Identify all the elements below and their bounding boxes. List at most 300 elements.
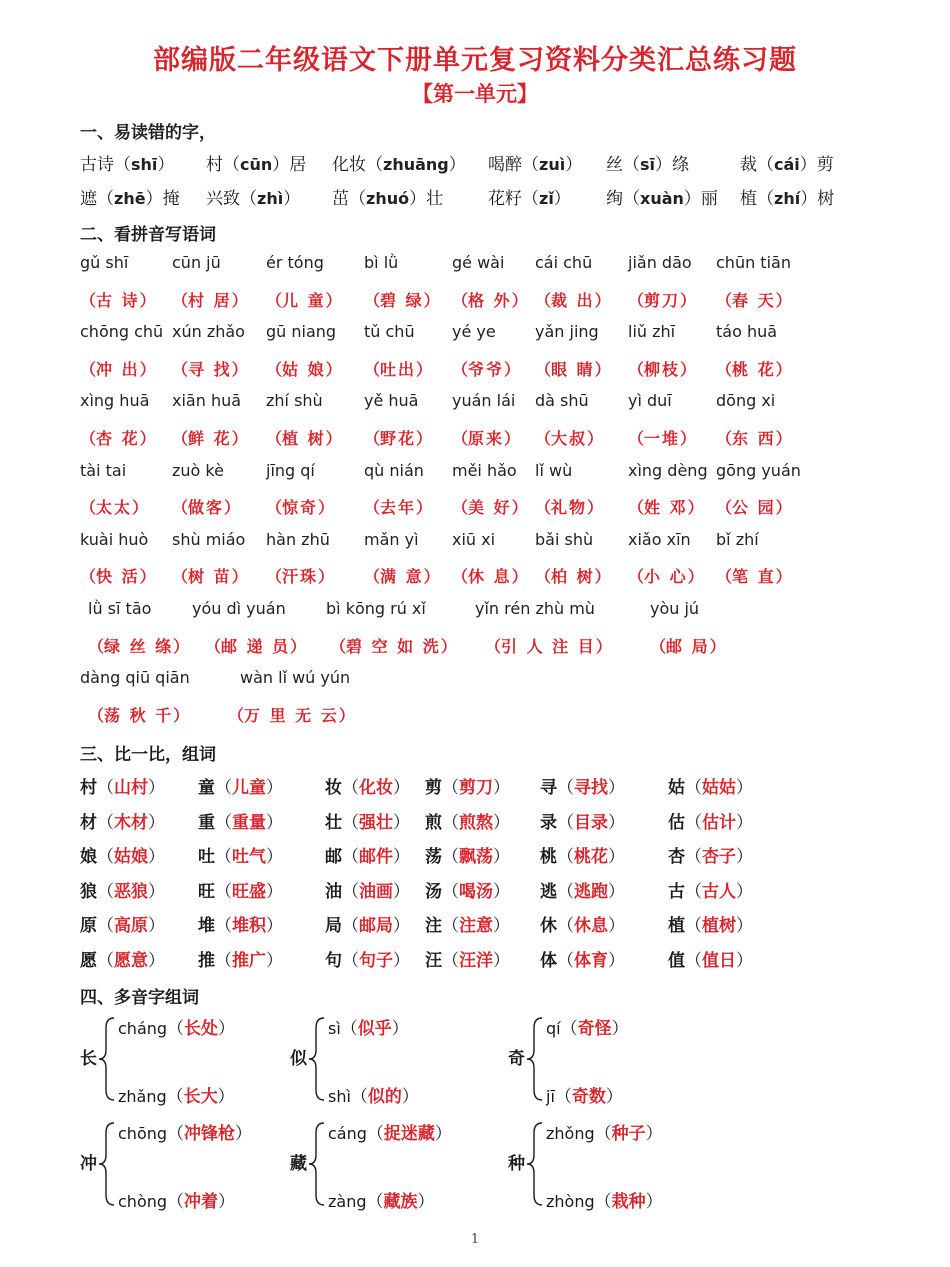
s2-answer-word: 儿 童 (282, 290, 326, 310)
s2-paren-close: ） (325, 429, 342, 448)
s1-paren-close: ） (553, 189, 571, 209)
s1-char: 壮 (426, 189, 444, 209)
s3-entry (198, 773, 283, 798)
s2-pinyin: bì kōng rú xǐ (326, 599, 426, 618)
s2-paren-close: ） (318, 567, 335, 587)
s2-answer-word: 碧 空 如 洗 (346, 636, 441, 656)
s2-pinyin: kuài huò (80, 529, 149, 549)
s2-answer (266, 357, 342, 380)
s2-answer (628, 357, 696, 380)
s2-paren-close: ） (338, 705, 355, 725)
s2-paren-close: ） (709, 636, 726, 656)
s3-word: 喝汤 (459, 881, 493, 902)
s2-paren-open: （ (266, 359, 283, 379)
s2-answer (80, 357, 156, 380)
s4-pinyin: jī (546, 1087, 555, 1106)
s3-char: 寻 (540, 778, 557, 798)
s2-pinyin: zhí shù (266, 391, 323, 411)
s4-reading (328, 1014, 409, 1039)
s1-entry (206, 184, 300, 209)
s4-paren-open: （ (167, 1019, 185, 1039)
s3-char: 剪 (425, 778, 442, 798)
s1-entry (740, 150, 834, 175)
s2-pinyin: gé wài (452, 253, 505, 272)
s3-char: 狼 (80, 881, 97, 902)
s3-paren-close: ） (148, 812, 165, 833)
s4-reading (546, 1119, 663, 1144)
s3-word: 重量 (232, 812, 266, 833)
s3-char: 逃 (540, 881, 557, 902)
s2-answer (535, 426, 603, 449)
s3-paren-close: ） (493, 916, 510, 937)
brace-icon (98, 1016, 116, 1102)
s3-paren-close: ） (736, 881, 753, 902)
s3-paren-open: （ (215, 778, 232, 798)
s2-answer (172, 426, 248, 449)
section-4-heading: 四、多音字组词 (80, 988, 199, 1008)
s3-paren-open: （ (442, 881, 459, 902)
s3-entry (80, 842, 165, 867)
s3-entry (425, 773, 510, 798)
s2-answer-word: 柏 树 (551, 567, 595, 587)
s4-group (508, 1117, 708, 1212)
s4-word: 似乎 (357, 1019, 392, 1039)
s3-entry (198, 808, 283, 833)
s1-entry (80, 150, 174, 175)
s3-entry (425, 808, 510, 833)
s3-paren-close: ） (148, 951, 165, 971)
s2-pinyin: shù miáo (172, 529, 246, 549)
s2-answer-word: 礼物 (551, 498, 588, 518)
s2-paren-open: （ (452, 290, 469, 310)
s2-paren-open: （ (364, 290, 381, 310)
s3-paren-close: ） (148, 847, 165, 868)
s3-char: 原 (80, 916, 97, 937)
s4-paren-close: ） (434, 1124, 452, 1144)
s2-paren-open: （ (628, 567, 645, 587)
s3-word: 邮件 (359, 847, 393, 868)
s2-answer (266, 495, 334, 518)
s2-answer (628, 288, 696, 311)
s3-paren-close: ） (608, 951, 625, 971)
s4-pinyin: cáng (328, 1124, 367, 1143)
s3-word: 旺盛 (232, 881, 266, 902)
s4-paren-open: （ (340, 1019, 358, 1039)
s2-paren-open: （ (535, 290, 552, 310)
s2-word-row (0, 357, 950, 387)
s2-paren-open: （ (485, 636, 502, 656)
s1-paren-open: （ (223, 155, 240, 175)
section-3-heading: 三、比一比，组词 (80, 745, 216, 765)
s4-word: 长处 (184, 1019, 219, 1039)
s2-answer (80, 495, 148, 518)
s3-entry (668, 946, 753, 971)
s3-paren-open: （ (557, 847, 574, 868)
s2-pinyin: bǐ zhí (716, 529, 759, 549)
s3-paren-open: （ (215, 881, 232, 902)
s2-paren-open: （ (80, 498, 97, 518)
s3-entry (198, 842, 283, 867)
s1-paren-open: （ (240, 189, 257, 209)
s3-word: 古人 (702, 881, 736, 902)
s1-paren-close: ） (799, 155, 817, 175)
s3-paren-open: （ (97, 916, 114, 937)
s3-entry (198, 946, 283, 971)
s2-paren-open: （ (452, 359, 469, 379)
s3-paren-close: ） (393, 778, 410, 798)
s2-paren-close: ） (504, 359, 521, 379)
s2-answer-word: 邮 局 (666, 636, 710, 656)
s2-answer-word: 公 园 (732, 498, 776, 518)
s3-word: 桃花 (574, 847, 608, 868)
s2-answer-word: 邮 递 员 (221, 636, 291, 656)
s1-char: 花籽 (488, 189, 522, 209)
s3-paren-close: ） (608, 812, 625, 833)
s3-paren-open: （ (342, 951, 359, 971)
s4-paren-close: ） (645, 1124, 663, 1144)
s1-paren-close: ） (157, 155, 175, 175)
s3-paren-close: ） (266, 881, 283, 902)
s3-char: 休 (540, 916, 557, 937)
s1-char: 居 (289, 155, 307, 175)
s1-pinyin: cái (774, 155, 800, 174)
s2-answer (716, 426, 792, 449)
s2-pinyin: bǎi shù (535, 529, 594, 549)
s3-word: 油画 (359, 881, 393, 902)
s3-word: 煎熬 (459, 812, 493, 833)
s2-pinyin: xiǎo xīn (628, 529, 691, 549)
s2-paren-open: （ (80, 567, 97, 587)
s2-paren-open: （ (535, 567, 552, 587)
s3-paren-close: ） (266, 778, 283, 798)
s1-paren-close: ） (145, 189, 163, 209)
s4-word: 冲锋枪 (184, 1124, 236, 1144)
s4-paren-close: ） (605, 1087, 623, 1107)
s3-word: 汪洋 (459, 951, 493, 971)
s3-paren-close: ） (493, 778, 510, 798)
s2-answer (716, 288, 792, 311)
s4-paren-open: （ (560, 1019, 578, 1039)
s2-pinyin: liǔ zhī (628, 322, 676, 342)
s2-paren-open: （ (535, 429, 552, 448)
s4-reading (118, 1187, 235, 1212)
s1-paren-close: ） (683, 189, 701, 209)
s3-paren-open: （ (97, 778, 114, 798)
s4-paren-close: ） (401, 1087, 419, 1107)
s1-pinyin: zhuāng (383, 155, 449, 174)
s4-pinyin: sì (328, 1019, 341, 1038)
s2-paren-open: （ (650, 636, 667, 656)
s3-entry (80, 946, 165, 971)
s2-answer (172, 564, 248, 587)
s2-pinyin: yǐn rén zhù mù (475, 599, 595, 618)
s3-paren-open: （ (557, 778, 574, 798)
s1-pinyin: zhí (774, 189, 801, 208)
s4-group (508, 1012, 708, 1107)
s2-paren-close: ） (139, 567, 156, 587)
s2-answer (266, 288, 342, 311)
s1-paren-open: （ (522, 189, 539, 209)
s4-pinyin: zhǒng (546, 1124, 595, 1143)
s2-pinyin: lǐ wù (535, 460, 573, 480)
s4-paren-open: （ (167, 1192, 185, 1212)
s4-pinyin: qí (546, 1019, 561, 1038)
s3-entry (80, 911, 165, 936)
s4-reading (118, 1119, 252, 1144)
s2-paren-open: （ (364, 498, 381, 518)
s3-row (0, 808, 950, 838)
s3-entry (668, 911, 753, 936)
s2-paren-open: （ (364, 567, 381, 587)
s1-char: 绚 (606, 189, 623, 209)
s2-paren-close: ） (231, 359, 248, 379)
s2-paren-open: （ (330, 636, 347, 656)
s3-paren-close: ） (393, 847, 410, 868)
s1-paren-close: ） (272, 155, 290, 175)
s2-pinyin: yì duī (628, 391, 672, 411)
s3-entry (540, 877, 625, 902)
s3-entry (325, 808, 410, 833)
s2-pinyin-row (0, 530, 950, 560)
s2-word-row (0, 703, 950, 733)
s2-pinyin: gǔ shī (80, 253, 129, 272)
s2-answer-word: 大叔 (551, 429, 588, 448)
s3-paren-close: ） (266, 951, 283, 971)
s3-paren-open: （ (685, 778, 702, 798)
s2-paren-close: ） (423, 290, 440, 310)
section-2-heading: 二、看拼音写语词 (80, 225, 216, 245)
s3-char: 材 (80, 812, 97, 833)
s4-polyphone-char: 种 (508, 1154, 525, 1174)
s2-answer-word: 植 树 (282, 429, 326, 448)
s1-row (0, 184, 950, 214)
s4-reading (328, 1119, 452, 1144)
s2-paren-close: ） (325, 290, 342, 310)
s3-char: 注 (425, 916, 442, 937)
s2-paren-close: ） (416, 498, 433, 518)
s3-paren-close: ） (393, 951, 410, 971)
s2-paren-close: ） (594, 359, 611, 379)
s2-paren-close: ） (440, 636, 457, 656)
s2-paren-open: （ (266, 567, 283, 587)
s3-entry (198, 877, 283, 902)
s4-paren-close: ） (235, 1124, 253, 1144)
s2-answer-word: 快 活 (96, 567, 140, 587)
s3-char: 汪 (425, 951, 442, 971)
s1-entry (332, 184, 443, 209)
s2-answer-word: 汗珠 (282, 567, 319, 587)
s3-paren-open: （ (97, 951, 114, 971)
s2-paren-open: （ (452, 567, 469, 587)
s3-word: 恶狼 (114, 881, 148, 902)
s4-pinyin: zàng (328, 1192, 367, 1211)
s3-word: 愿意 (114, 951, 148, 971)
s3-char: 杏 (668, 847, 685, 868)
s2-answer (172, 288, 248, 311)
s2-paren-open: （ (628, 359, 645, 379)
s2-answer (716, 357, 792, 380)
s3-char: 邮 (325, 847, 342, 868)
s2-answer (330, 634, 457, 657)
s2-answer-word: 裁 出 (551, 290, 595, 310)
brace-icon (308, 1121, 326, 1207)
s4-word: 奇怪 (577, 1019, 612, 1039)
s1-pinyin: zǐ (539, 189, 554, 208)
s3-word: 强壮 (359, 812, 393, 833)
s2-paren-close: ） (511, 498, 528, 518)
s1-char: 化妆 (332, 155, 366, 175)
s3-paren-close: ） (493, 881, 510, 902)
s4-paren-open: （ (594, 1192, 612, 1212)
s1-char: 遮 (80, 189, 97, 209)
s3-word: 值日 (702, 951, 736, 971)
s2-paren-close: ） (231, 429, 248, 448)
s2-pinyin: jiǎn dāo (628, 253, 692, 272)
s2-pinyin: chūn tiān (716, 253, 791, 272)
s3-char: 植 (668, 916, 685, 937)
s4-reading (118, 1014, 235, 1039)
s2-answer (452, 288, 528, 311)
s2-pinyin: lǜ sī tāo (88, 599, 152, 618)
s3-char: 古 (668, 881, 685, 902)
s3-word: 目录 (574, 812, 608, 833)
s2-paren-open: （ (535, 359, 552, 379)
s2-paren-close: ） (139, 290, 156, 310)
s1-entry (488, 150, 582, 175)
s2-paren-close: ） (318, 498, 335, 518)
s1-char: 丽 (700, 189, 718, 209)
s2-answer-word: 东 西 (732, 429, 776, 448)
s2-answer (80, 564, 156, 587)
s2-paren-close: ） (416, 359, 433, 379)
s3-char: 愿 (80, 951, 97, 971)
s4-paren-close: ） (417, 1192, 435, 1212)
s2-answer (535, 564, 611, 587)
s2-pinyin: ér tóng (266, 253, 324, 272)
s1-pinyin: zuì (539, 155, 566, 174)
s2-answer-word: 万 里 无 云 (244, 705, 339, 725)
s2-pinyin: tài tai (80, 460, 127, 480)
s2-answer (452, 426, 520, 449)
s3-paren-open: （ (215, 916, 232, 937)
s3-word: 剪刀 (459, 778, 493, 798)
s3-paren-open: （ (215, 847, 232, 868)
s3-entry (325, 877, 410, 902)
s4-polyphone-char: 长 (80, 1049, 97, 1069)
s2-answer-word: 春 天 (732, 290, 776, 310)
s2-answer-word: 碧 绿 (380, 290, 424, 310)
s4-reading (328, 1187, 435, 1212)
s3-char: 吐 (198, 847, 215, 868)
s2-paren-open: （ (80, 359, 97, 379)
s2-pinyin-row (0, 461, 950, 491)
s2-answer-word: 原来 (468, 429, 505, 448)
s3-row (0, 842, 950, 872)
s2-pinyin: tǔ chū (364, 322, 415, 342)
s2-pinyin-row (0, 599, 950, 629)
s4-pinyin: zhòng (546, 1192, 595, 1211)
s2-paren-open: （ (80, 290, 97, 310)
s2-pinyin: yǎn jing (535, 322, 599, 342)
s2-paren-close: ） (173, 636, 190, 656)
s1-entry (606, 184, 718, 209)
s2-paren-close: ） (594, 290, 611, 310)
s2-pinyin: xìng dèng (628, 460, 708, 480)
s3-word: 句子 (359, 951, 393, 971)
s2-answer-word: 一堆 (644, 429, 681, 448)
s4-pinyin: shì (328, 1087, 351, 1106)
s4-reading (328, 1082, 419, 1107)
s3-paren-open: （ (342, 812, 359, 833)
s2-paren-open: （ (716, 429, 733, 448)
s3-char: 童 (198, 778, 215, 798)
s3-word: 休息 (574, 916, 608, 937)
s3-entry (540, 911, 625, 936)
s3-row (0, 773, 950, 803)
s3-entry (425, 842, 510, 867)
s2-paren-close: ） (139, 359, 156, 379)
s3-entry (540, 773, 625, 798)
s2-paren-open: （ (266, 498, 283, 518)
s3-char: 估 (668, 812, 685, 833)
s1-char: 植 (740, 189, 757, 209)
s1-entry (206, 150, 306, 175)
s3-entry (325, 911, 410, 936)
s3-entry (540, 808, 625, 833)
s1-paren-open: （ (623, 189, 640, 209)
s3-word: 化妆 (359, 778, 393, 798)
s2-answer-word: 野花 (380, 429, 417, 448)
s3-word: 儿童 (232, 778, 266, 798)
s2-pinyin: dàng qiū qiān (80, 668, 190, 688)
s2-answer-word: 去年 (380, 498, 417, 518)
brace-icon (98, 1121, 116, 1207)
s2-answer-word: 村 居 (188, 290, 232, 310)
s3-paren-close: ） (493, 951, 510, 971)
s2-paren-close: ） (775, 359, 792, 379)
s3-char: 汤 (425, 881, 442, 902)
s1-char: 古诗 (80, 155, 114, 175)
s2-pinyin: zuò kè (172, 460, 224, 480)
s3-paren-close: ） (266, 916, 283, 937)
s3-char: 录 (540, 812, 557, 833)
brace-icon (526, 1016, 544, 1102)
s2-answer (80, 426, 156, 449)
s2-answer-word: 杏 花 (96, 429, 140, 448)
s4-pinyin: zhǎng (118, 1087, 167, 1106)
s3-paren-open: （ (557, 916, 574, 937)
s2-answer (172, 357, 248, 380)
s3-char: 壮 (325, 812, 342, 833)
s2-paren-open: （ (535, 498, 552, 518)
s2-answer (452, 495, 528, 518)
s3-paren-close: ） (148, 881, 165, 902)
s3-entry (425, 946, 510, 971)
s2-paren-close: ） (594, 567, 611, 587)
s2-pinyin: dōng xi (716, 391, 776, 411)
s3-paren-open: （ (442, 847, 459, 868)
s2-paren-open: （ (266, 290, 283, 310)
s2-paren-close: ） (504, 429, 521, 448)
s3-paren-close: ） (736, 812, 753, 833)
s2-word-row (0, 564, 950, 594)
s1-char: 树 (817, 189, 835, 209)
s2-paren-open: （ (172, 498, 189, 518)
s1-char: 兴致 (206, 189, 240, 209)
s2-answer (650, 634, 726, 657)
s4-paren-close: ） (217, 1087, 235, 1107)
s2-pinyin: xiān huā (172, 391, 242, 411)
